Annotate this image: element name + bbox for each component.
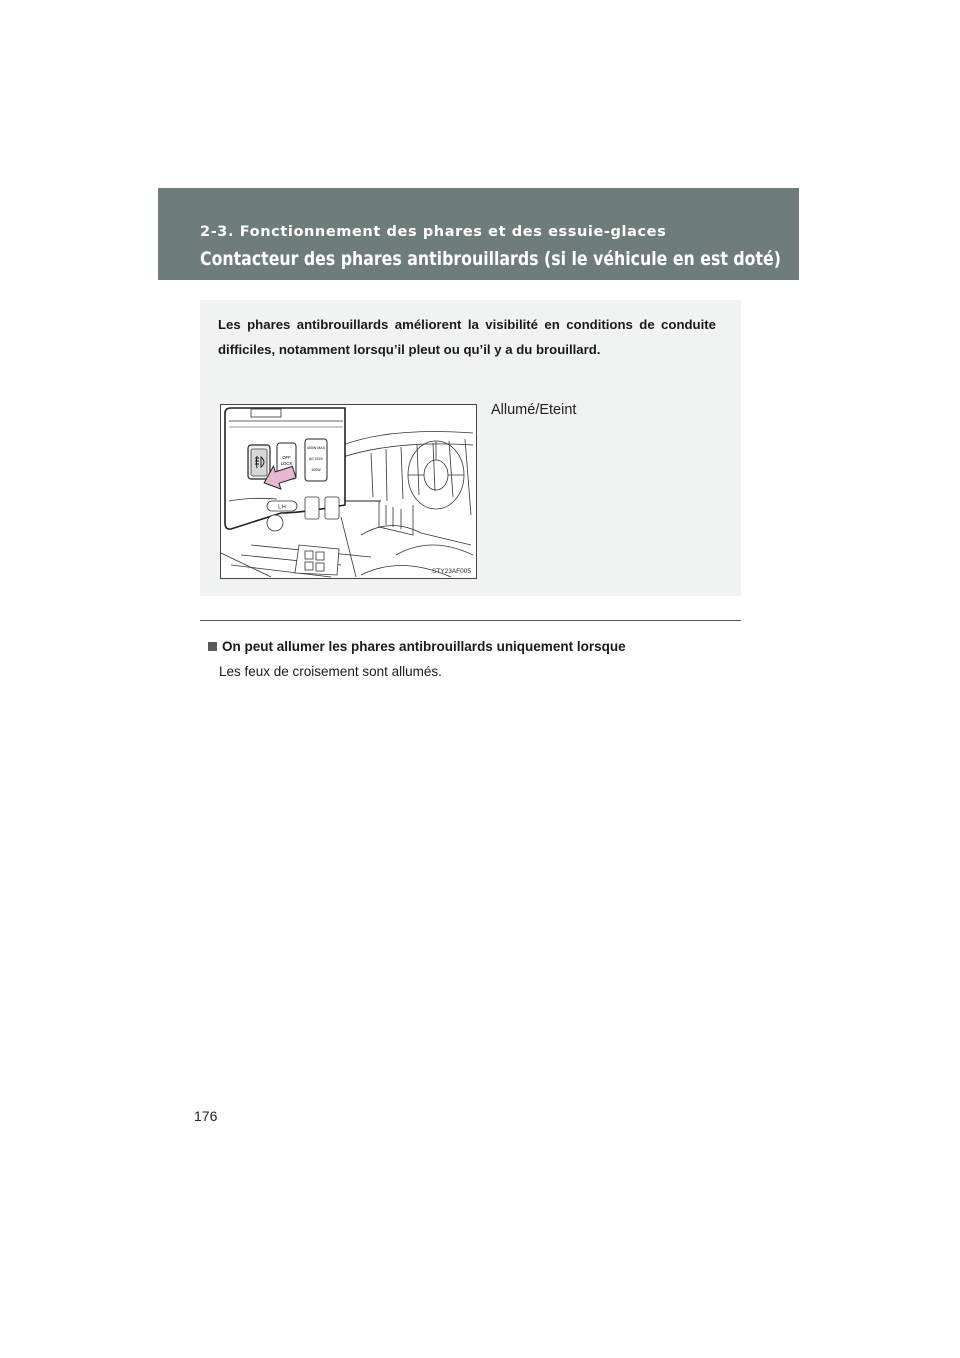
svg-text:LOCK: LOCK (280, 461, 293, 466)
note-body: Les feux de croisement sont allumés. (219, 664, 442, 679)
intro-box (200, 300, 741, 596)
note-heading (208, 639, 626, 654)
off-lock-label: OFF (282, 455, 291, 460)
window-switch-panel (295, 545, 339, 575)
note-heading-text: On peut allumer les phares antibrouillards uniquement lorsque (222, 639, 626, 654)
page-number: 176 (194, 1108, 218, 1124)
section-divider (200, 620, 741, 621)
intro-text: Les phares antibrouillards améliorent la visibilité en conditions de conduite difficiles, notamment lorsqu’il pleut ou qu’il y a du brouillard. (218, 317, 716, 357)
figure-code: STY23AF005 (431, 568, 471, 575)
outlet-label-top: 400W MAX (306, 446, 326, 450)
page-title: Contacteur des phares antibrouillards (si le véhicule en est doté) (200, 248, 781, 270)
svg-text:L H: L H (278, 504, 286, 511)
outlet-label-mid: AC 115V (308, 457, 324, 461)
page-header (158, 188, 799, 280)
fog-light-switch-figure (220, 404, 477, 579)
dashboard-illustration (221, 405, 476, 578)
square-bullet-icon (208, 642, 217, 651)
switch-detail-panel (225, 408, 381, 531)
callout-label: Allumé/Eteint (491, 402, 577, 418)
outlet-label-bottom: 100W (311, 468, 321, 472)
section-title: 2-3. Fonctionnement des phares et des essuie-glaces (200, 224, 667, 240)
